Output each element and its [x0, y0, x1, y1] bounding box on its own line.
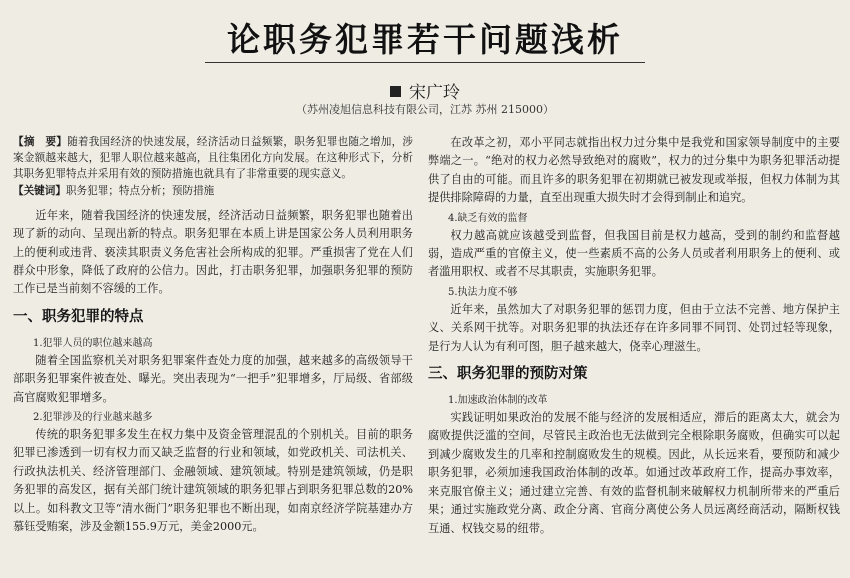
intro-paragraph: 近年来，随着我国经济的快速发展，经济活动日益频繁，职务犯罪也随着出现了新的动向、呈现出新的特点。职务犯罪在本质上讲是国家公务人员利用职务上的便利或违背、亵渎其职责义务危害社会所构成的犯罪。严重损害了党在人们群众中形象，降低了政府的公信力。因此，打击职务犯罪，加强职务犯罪的预防工作已是当前刻不容缓的工作。: [13, 208, 413, 296]
paragraph-2: 传统的职务犯罪多发生在权力集中及资金管理混乱的个别机关。目前的职务犯罪已渗透到一切有权力而又缺乏监督的行业和领域，如党政机关、司法机关、行政执法机关、经济管理部门、金融领域、建筑领域。特别是建筑领域，仍是职务犯罪的高发区，据有关部门统计建筑领域的职务犯罪占到职务犯罪总数的20%以上。如科教文卫等“清水衙门”职务犯罪也不断出现，如南京经济学院基建办方慕钰受贿案，涉及金额155.9万元，美金2000元。: [13, 428, 413, 534]
abstract-text: 随着我国经济的快速发展，经济活动日益频繁，职务犯罪也随之增加，涉案金额越来越大，犯罪人职位越来越高，且往集团化方向发展。在这种形式下，分析其职务犯罪特点并采用有效的预防措施也就具有了非常重要的现实意义。: [13, 136, 414, 181]
subheading-4: 4.缺乏有效的监督: [448, 212, 528, 224]
square-bullet-icon: [390, 86, 401, 97]
subheading-6: 1.加速政治体制的改革: [448, 395, 548, 407]
subheading-2: 2.犯罪涉及的行业越来越多: [33, 412, 153, 424]
keywords-label: 【关键词】: [13, 184, 66, 197]
paragraph-1: 随着全国监察机关对职务犯罪案件查处力度的加强，越来越多的高级领导干部职务犯罪案件被查处、曝光。突出表现为“一把手”犯罪增多，厅局级、省部级高官腐败犯罪增多。: [13, 353, 413, 404]
title-divider: [205, 62, 645, 63]
author-line: [0, 78, 850, 103]
subheading-1: 1.犯罪人员的职位越来越高: [33, 337, 153, 349]
paragraph-5: 近年来，虽然加大了对职务犯罪的惩罚力度，但由于立法不完善、地方保护主义、关系网干扰等。对职务犯罪的执法还存在许多同罪不同罚、处罚过轻等现象，是行为人认为有利可图，胆子越来越大，侥幸心理滋生。: [428, 302, 840, 353]
keywords-text: 职务犯罪；特点分析；预防措施: [65, 184, 215, 197]
article-title: 论职务犯罪若干问题浅析: [227, 20, 623, 59]
right-column: [428, 134, 840, 538]
left-column: [13, 134, 413, 537]
author-affiliation: （苏州凌旭信息科技有限公司，江苏 苏州 215000）: [296, 103, 554, 116]
abstract-label: 【摘 要】: [13, 136, 68, 148]
paragraph-3: 在改革之初，邓小平同志就指出权力过分集中是我党和国家领导制度中的主要弊端之一。“绝对的权力必然导致绝对的腐败”，权力的过分集中为职务犯罪活动提供了自由的可能。而且许多的职务犯罪在初期就已被发现或举报，但权力体制为其提供排除障碍的力量，直至出现重大损失时才会得到制止和追究。: [428, 136, 840, 205]
section-3-heading: 三、职务犯罪的预防对策: [428, 366, 588, 383]
subheading-5: 5.执法力度不够: [448, 286, 518, 298]
keywords: [13, 183, 413, 199]
section-1-heading: 一、职务犯罪的特点: [13, 308, 144, 325]
paragraph-6: 实践证明如果政治的发展不能与经济的发展相适应，滞后的距离太大，就会为腐败提供泛滥的空间，尽管民主政治也无法做到完全根除职务腐败，但确实可以起到减少腐败发生的几率和控制腐败发生的规模。因此，从长远来看，要预防和减少职务犯罪，必须加速我国政治体制的改革。如通过改革政府工作，提高办事效率，来克服官僚主义；通过建立完善、有效的监督机制来破解权力机制所带来的严重后果；通过实施政党分离、政企分离、官商分离使公务人员远离经商活动，隔断权钱互通、权钱交易的纽带。: [428, 411, 840, 535]
paragraph-4: 权力越高就应该越受到监督，但我国目前是权力越高，受到的制约和监督越弱，造成严重的官僚主义，使一些素质不高的公务人员或者利用职务上的便利、或者滥用职权、或者不尽其职责，实施职务犯罪。: [428, 228, 840, 279]
author-name: 宋广玲: [409, 83, 460, 103]
abstract: [13, 134, 413, 183]
abstract-block: [13, 134, 413, 199]
